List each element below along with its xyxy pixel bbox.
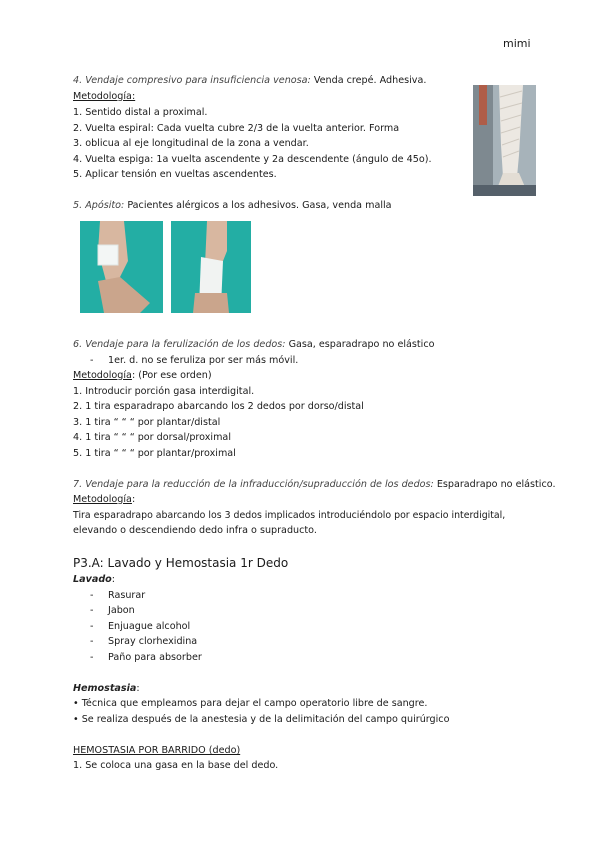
section-5-title: 5. Apósito: bbox=[73, 200, 125, 211]
hemostasia-label: Hemostasia bbox=[73, 683, 137, 694]
aposito-photo-1 bbox=[80, 221, 163, 313]
barrido-heading: HEMOSTASIA POR BARRIDO (dedo) bbox=[73, 745, 241, 756]
hemostasia-colon: : bbox=[136, 683, 140, 694]
lavado-item: Jabon bbox=[108, 605, 135, 616]
section-6-bullet: 1er. d. no se ferulizа por ser más móvil. bbox=[108, 355, 299, 366]
section-7-metodologia-colon: : bbox=[131, 494, 136, 505]
lavado-dash: - bbox=[90, 652, 94, 663]
section-7-title: 7. Vendaje para la reducción de la infraducción/supraducción de los dedos: bbox=[73, 479, 434, 490]
section-7-paragraph-line-1: Tira esparadrapo abarcando los 3 dedos implicados introduciéndolo por espacio interdigital, bbox=[73, 510, 506, 521]
bandaged-leg-photo bbox=[473, 85, 536, 196]
header-name: mimi bbox=[503, 37, 531, 50]
section-4-metodologia: Metodología: bbox=[73, 91, 136, 102]
section-6-title: 6. Vendaje para la ferulización de los dedos: bbox=[73, 339, 286, 350]
section-6-step: 2. 1 tira esparadrapo abarcando los 2 dedos por dorso/distal bbox=[73, 401, 364, 412]
lavado-item: Paño para absorber bbox=[108, 652, 202, 663]
section-4-title: 4. Vendaje compresivo para insuficiencia venosa: bbox=[73, 75, 311, 86]
section-7-title-line bbox=[73, 479, 556, 491]
lavado-dash: - bbox=[90, 636, 94, 647]
section-6-step: 5. 1 tira “ “ “ por plantar/proximal bbox=[73, 448, 236, 459]
section-4-step: 3. oblicua al eje longitudinal de la zona a vendar. bbox=[73, 138, 309, 149]
lavado-item: Spray clorhexidina bbox=[108, 636, 198, 647]
section-7-metodologia: Metodología bbox=[73, 494, 132, 505]
lavado-colon: : bbox=[111, 574, 116, 585]
p3-heading: P3.A: Lavado y Hemostasia 1r Dedo bbox=[73, 556, 289, 570]
section-4-step: 5. Aplicar tensión en vueltas ascendentes. bbox=[73, 169, 277, 180]
hemostasia-bullet: • Se realiza después de la anestesia y de la delimitación del campo quirúrgico bbox=[73, 714, 450, 725]
lavado-label: Lavado bbox=[73, 574, 112, 585]
section-6-bullet-dash: - bbox=[90, 355, 94, 366]
section-6-metodologia-line bbox=[73, 370, 212, 382]
section-4-step: 2. Vuelta espiral: Cada vuelta cubre 2/3 de la vuelta anterior. Forma bbox=[73, 123, 400, 134]
section-6-step: 4. 1 tira “ “ “ por dorsal/proximal bbox=[73, 432, 231, 443]
lavado-dash: - bbox=[90, 605, 94, 616]
hemostasia-bullet: • Técnica que empleamos para dejar el campo operatorio libre de sangre. bbox=[73, 698, 428, 709]
aposito-photo-2 bbox=[171, 221, 251, 313]
section-4-step: 4. Vuelta espiga: 1a vuelta ascendente y 2a descendente (ángulo de 45o). bbox=[73, 154, 432, 165]
aposito-drawing-2 bbox=[171, 221, 251, 313]
lavado-dash: - bbox=[90, 621, 94, 632]
barrido-step: 1. Se coloca una gasa en la base del dedo. bbox=[73, 760, 279, 771]
section-7-metodologia-line bbox=[73, 494, 135, 506]
lavado-item: Rasurar bbox=[108, 590, 146, 601]
section-5-materials: Pacientes alérgicos a los adhesivos. Gasa, venda malla bbox=[124, 200, 392, 211]
section-6-metodologia-note: : (Por ese orden) bbox=[131, 370, 212, 381]
section-6-title-line bbox=[73, 339, 435, 351]
section-6-step: 1. Introducir porción gasa interdigital. bbox=[73, 386, 255, 397]
section-4-step: 1. Sentido distal a proximal. bbox=[73, 107, 208, 118]
section-7-paragraph-line-2: elevando o descendiendo dedo infra o supraducto. bbox=[73, 525, 317, 536]
section-7-materials: Esparadrapo no elástico. bbox=[433, 479, 556, 490]
section-4-title-line bbox=[73, 75, 426, 87]
section-6-step: 3. 1 tira “ “ “ por plantar/distal bbox=[73, 417, 221, 428]
section-5-title-line bbox=[73, 200, 392, 212]
section-4-materials: Venda crepé. Adhesiva. bbox=[310, 75, 427, 86]
lavado-label-line bbox=[73, 574, 115, 586]
section-6-metodologia: Metodología bbox=[73, 370, 132, 381]
hemostasia-label-line bbox=[73, 683, 140, 695]
section-6-materials: Gasa, esparadrapo no elástico bbox=[285, 339, 435, 350]
bandaged-leg-drawing bbox=[473, 85, 536, 196]
aposito-drawing-1 bbox=[80, 221, 163, 313]
lavado-dash: - bbox=[90, 590, 94, 601]
lavado-item: Enjuague alcohol bbox=[108, 621, 191, 632]
